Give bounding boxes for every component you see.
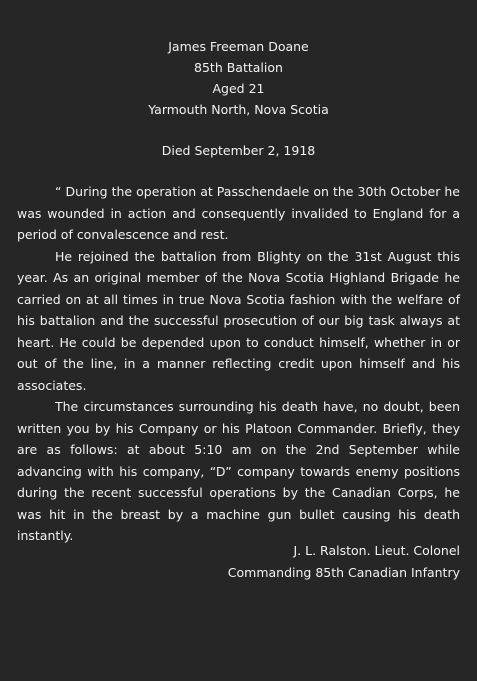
paragraph: The circumstances surrounding his death have, no doubt, been written you by his Company or his Platoon Commander. Briefly, they are as follows: at about 5:10 am on the 2nd September while advancing with his company, “D” company towards enemy positions during the recent successful operations by the Canadian Corps, he was hit in the breast by a machine gun bullet causing his death instantly. (17, 399, 460, 543)
signatory-name: J. L. Ralston. Lieut. Colonel (293, 543, 460, 558)
soldier-header (0, 36, 477, 120)
paragraph: “ During the operation at Passchendaele on the 30th October he was wounded in action and consequently invalided to England for a period of convalescence and rest. (17, 184, 460, 242)
soldier-age: Aged 21 (212, 81, 265, 96)
signature-block (228, 540, 460, 583)
soldier-name: James Freeman Doane (168, 39, 309, 54)
letter-body (17, 181, 460, 547)
soldier-unit: 85th Battalion (194, 60, 283, 75)
death-date: Died September 2, 1918 (161, 143, 316, 158)
paragraph: He rejoined the battalion from Blighty on the 31st August this year. As an original member of the Nova Scotia Highland Brigade he carried on at all times in true Nova Scotia fashion with the welfare of his battalion and the successful prosecution of our big task always at heart. He could be depended upon to conduct himself, whether in or out of the line, in a manner reflecting credit upon himself and his associates. (17, 248, 460, 393)
signatory-command: Commanding 85th Canadian Infantry (227, 564, 460, 580)
soldier-hometown: Yarmouth North, Nova Scotia (148, 102, 329, 117)
